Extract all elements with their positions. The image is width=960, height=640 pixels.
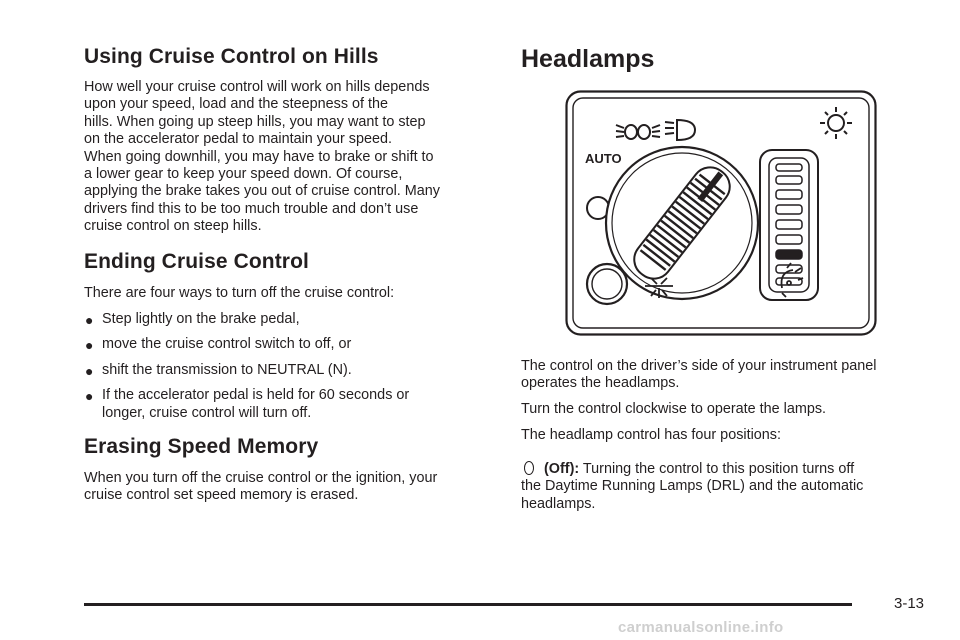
text-line: How well your cruise control will work on hills depends — [84, 79, 430, 95]
dimmer-wheel — [760, 150, 818, 300]
watermark: carmanualsonline.info — [618, 619, 784, 636]
headlamps-paragraph-3: The headlamp control has four positions: — [521, 427, 781, 443]
headlamps-paragraph-1 — [521, 358, 941, 393]
text-line: on the accelerator pedal to maintain your speed. — [84, 131, 392, 148]
text-line: the Daytime Running Lamps (DRL) and the automatic — [521, 478, 864, 495]
list-item — [84, 362, 504, 379]
text-line: operates the headlamps. — [521, 375, 680, 392]
bullet-icon: ● — [85, 362, 94, 379]
page-number: 3-13 — [894, 595, 925, 612]
headlamps-paragraph-2: Turn the control clockwise to operate the lamps. — [521, 401, 827, 417]
list-item — [84, 311, 504, 328]
list-item-text: shift the transmission to NEUTRAL (N). — [102, 361, 352, 378]
ending-intro: There are four ways to turn off the cruise control: — [84, 285, 395, 301]
text-line: a lower gear to keep your speed down. Of course, — [84, 166, 403, 183]
heading-erasing: Erasing Speed Memory — [84, 435, 319, 458]
text-line: headlamps. — [521, 495, 596, 512]
list-item-text: Step lightly on the brake pedal, — [102, 311, 300, 327]
text-line: The control on the driver’s side of your instrument panel — [521, 358, 877, 374]
erasing-paragraph — [84, 470, 504, 505]
off-icon — [524, 461, 534, 475]
text-line: drivers find this to be too much trouble and don’t use — [84, 200, 419, 217]
off-position-description — [521, 461, 941, 513]
list-item — [84, 336, 504, 353]
list-item-text: move the cruise control switch to off, or — [102, 336, 352, 353]
ending-bullet-list — [84, 311, 504, 422]
list-item-text: If the accelerator pedal is held for 60 seconds or — [102, 387, 410, 404]
list-item-text: longer, cruise control will turn off. — [102, 404, 312, 421]
auto-label: AUTO — [585, 151, 622, 166]
bullet-icon: ● — [85, 337, 94, 354]
bullet-icon: ● — [85, 312, 94, 328]
footer-rule — [84, 603, 852, 606]
headlamp-control-figure — [565, 90, 877, 336]
off-label: (Off): — [544, 461, 580, 477]
bullet-icon: ● — [85, 388, 94, 405]
text-line: When you turn off the cruise control or the ignition, your — [84, 470, 438, 486]
text-line: hills. When going up steep hills, you may want to step — [84, 113, 426, 130]
off-text-line: Turning the control to this position turns off — [582, 461, 855, 477]
text-line: applying the brake takes you out of cruise control. Many — [84, 183, 440, 200]
heading-headlamps: Headlamps — [521, 45, 655, 73]
headlamp-control-illustration — [565, 90, 877, 336]
text-line: upon your speed, load and the steepness of the — [84, 96, 389, 113]
text-line: cruise control on steep hills. — [84, 218, 262, 235]
text-line: When going downhill, you may have to brake or shift to — [84, 148, 434, 165]
heading-ending: Ending Cruise Control — [84, 250, 309, 273]
heading-hills: Using Cruise Control on Hills — [84, 45, 379, 68]
list-item — [84, 387, 504, 422]
hills-paragraph — [84, 79, 504, 236]
text-line: cruise control set speed memory is erased. — [84, 487, 359, 504]
